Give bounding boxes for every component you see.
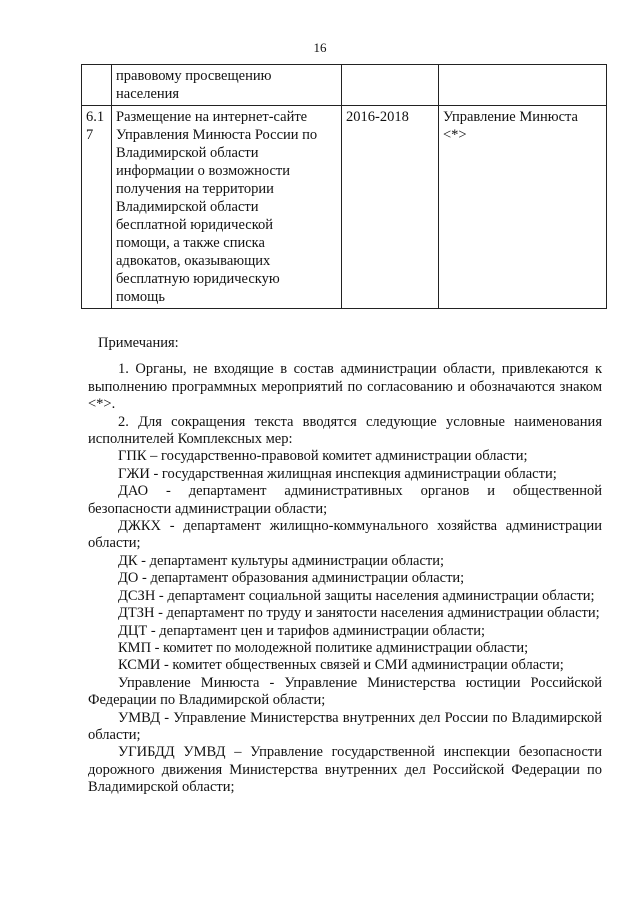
row-number-cell <box>82 65 112 106</box>
table-row <box>82 65 607 106</box>
abbreviation-item: ДАО - департамент административных органов и общественной безопасности администрации области; <box>88 483 602 517</box>
notes-section <box>88 335 602 797</box>
note-paragraph: 2. Для сокращения текста вводятся следующие условные наименования исполнителей Комплексных мер: <box>88 413 602 448</box>
abbreviation-item: ГПК – государственно-правовой комитет администрации области; <box>118 448 528 465</box>
note-paragraph: 1. Органы, не входящие в состав администрации области, привлекаются к выполнению программных мероприятий по согласованию и обозначаются знаком <*>. <box>88 361 602 413</box>
measures-table <box>81 64 607 309</box>
table-row <box>82 106 607 309</box>
task-text: Размещение на интернет-сайте Управления Минюста России по Владимирской области информации о возможности получения на территории Владимирской области бесплатной юридической помощи, а также списка адвокатов, оказывающих бесплатную юридическую помощь <box>116 109 318 305</box>
abbreviation-item: ДСЗН - департамент социальной защиты населения администрации области; <box>118 587 595 604</box>
abbreviation-item: КСМИ - комитет общественных связей и СМИ администрации области; <box>118 657 564 674</box>
task-text: правовому просвещению населения <box>116 68 272 102</box>
abbreviation-item: ДЦТ - департамент цен и тарифов администрации области; <box>118 622 485 639</box>
task-cell <box>112 106 342 309</box>
abbreviation-item: Управление Минюста - Управление Министерства юстиции Российской Федерации по Владимирской области; <box>88 674 602 709</box>
row-number-cell: 6.17 <box>82 106 112 309</box>
abbreviation-item: ДК - департамент культуры администрации области; <box>118 552 445 569</box>
abbreviation-item: ДЖКХ - департамент жилищно-коммунального хозяйства администрации области; <box>88 518 602 552</box>
period-cell <box>342 65 439 106</box>
executor-cell <box>439 65 607 106</box>
abbreviation-item: УМВД - Управление Министерства внутренних дел России по Владимирской области; <box>88 709 602 743</box>
page-number: 16 <box>313 40 327 55</box>
executor-cell <box>439 106 607 309</box>
abbreviation-item: КМП - комитет по молодежной политике администрации области; <box>118 639 529 656</box>
abbreviation-item: УГИБДД УМВД – Управление государственной инспекции безопасности дорожного движения Министерства внутренних дел Российской Федерации по Владимирской области; <box>88 744 602 796</box>
abbreviation-item: ДТЗН - департамент по труду и занятости населения администрации области; <box>118 605 600 622</box>
period-cell: 2016-2018 <box>342 106 439 309</box>
executor-text: Управление Минюста <*> <box>443 109 578 143</box>
abbreviation-item: ДО - департамент образования администрации области; <box>118 570 465 587</box>
notes-title: Примечания: <box>98 335 179 351</box>
abbreviation-item: ГЖИ - государственная жилищная инспекция администрации области; <box>118 465 557 482</box>
task-cell <box>112 65 342 106</box>
